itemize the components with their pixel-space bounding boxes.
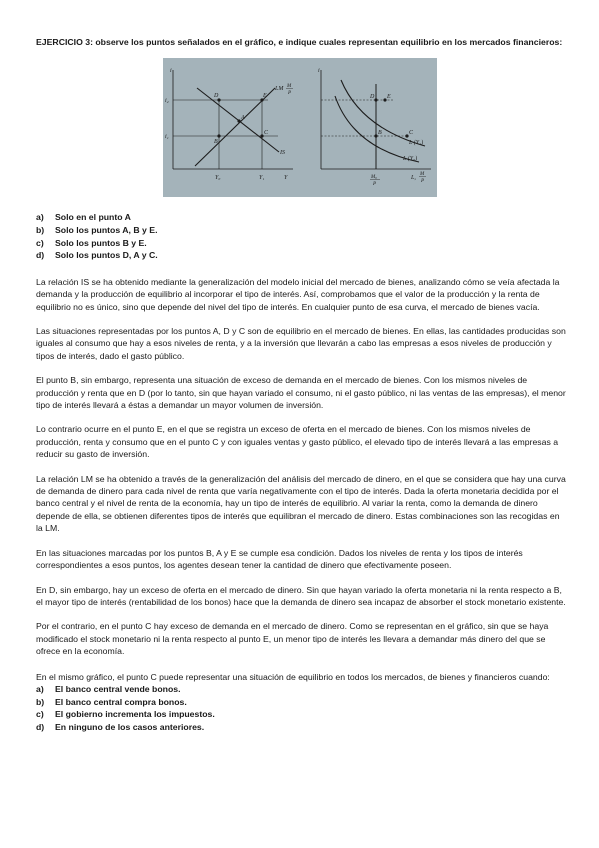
left-y1-label: Y₁	[259, 175, 265, 182]
point-d-right-label: D	[370, 94, 375, 101]
paragraph-lm: La relación LM se ha obtenido a través de la generalización del análisis del mercado de dinero, en el que se considera que hay una curva de demanda de dinero para cada nivel de renta que varía negativamente con el tipo de interés. Dada la oferta monetaria decidida por el banco central y el nivel de renta de la economía, hay un tipo de interés de equilibrio. Al variar la renta, como la demanda de dinero depende de ella, se obtienen diferentes tipos de interés que equilibran el mercado de dinero. Estas combinaciones son las recogidas en la LM.	[36, 473, 566, 534]
option-d-letter: d)	[36, 250, 45, 261]
is-label: IS	[280, 150, 285, 157]
point-b-left	[217, 135, 220, 138]
left-i1-label: i₁	[165, 134, 169, 141]
option-b[interactable]	[36, 224, 568, 237]
islm-figure	[163, 58, 437, 197]
left-x-axis-label: Y	[284, 175, 288, 182]
paragraph-point-e: Lo contrario ocurre en el punto E, en el que se registra un exceso de oferta en el mercado de bienes. Con los mismos niveles de producción, renta y consumo que en el punto C y con iguales ventas y gasto público, el elevado tipo de interés llevará a las empresas a reducir su gasto de inversión.	[36, 424, 559, 460]
point-c-right-label: C	[409, 130, 414, 137]
option2-a-letter: a)	[36, 683, 44, 694]
option-a-letter: a)	[36, 212, 44, 223]
lm-label: LM	[275, 86, 284, 93]
option2-b[interactable]	[36, 696, 568, 709]
question-2: En el mismo gráfico, el punto C puede representar una situación de equilibrio en todos los mercados, de bienes y financieros cuando:	[36, 671, 550, 682]
svg-text:M: M	[420, 172, 425, 178]
option-a-text: Solo en el punto A	[55, 212, 131, 223]
lm-fraction-label	[286, 84, 293, 96]
point-e-left-label: E	[263, 93, 267, 100]
option2-d-letter: d)	[36, 721, 45, 732]
option-a[interactable]	[36, 211, 568, 224]
paragraph-money-equilibrium: En las situaciones marcadas por los puntos B, A y E se cumple esa condición. Dados los niveles de renta y los tipos de interés correspondientes a esos puntos, los agentes desean tener la cantidad de dinero que efectivamente poseen.	[36, 547, 523, 571]
left-y0-label: Y₀	[215, 175, 221, 182]
l-y0-curve	[335, 96, 419, 162]
svg-text:M: M	[287, 84, 292, 90]
right-x-axis-label: L,	[411, 175, 416, 182]
option2-c[interactable]	[36, 708, 568, 721]
option2-d-text: En ninguno de los casos anteriores.	[55, 721, 205, 732]
option2-b-letter: b)	[36, 696, 45, 707]
money-supply-label	[370, 175, 380, 187]
point-a-left-label: A	[241, 115, 245, 122]
option2-b-text: El banco central compra bonos.	[55, 696, 187, 707]
option2-a[interactable]	[36, 683, 568, 696]
right-panel	[318, 68, 431, 187]
point-d-right	[374, 99, 377, 102]
option2-a-text: El banco central vende bonos.	[55, 683, 181, 694]
option-c-text: Solo los puntos B y E.	[55, 237, 147, 248]
option2-c-letter: c)	[36, 709, 44, 720]
point-e-right-label: E	[387, 94, 391, 101]
paragraph-point-d: En D, sin embargo, hay un exceso de oferta en el mercado de dinero. Sin que hayan variado la oferta monetaria ni la renta respecto a B, el mayor tipo de interés (rentabilidad de los bonos) hace que la demanda de dinero sea incapaz de absorber el stock monetario existente.	[36, 584, 566, 607]
document-page	[36, 36, 568, 733]
option-d-text: Solo los puntos D, A y C.	[55, 250, 158, 261]
left-panel	[165, 68, 293, 181]
point-d-left-label: D	[214, 93, 219, 100]
option-b-letter: b)	[36, 225, 45, 235]
paragraph-point-b: El punto B, sin embargo, representa una situación de exceso de demanda en el mercado de bienes. Con los mismos niveles de producción y renta que en D (por lo tanto, sin que hayan variado el consumo, ni el gasto público, ni las ventas de las empresas), el menor tipo de interés llevará a éstas a demandar un mayor volumen de inversión.	[36, 375, 566, 411]
svg-text:P: P	[373, 182, 377, 188]
right-y-axis-label: i	[318, 68, 320, 75]
answer-options	[36, 211, 568, 261]
paragraph-goods-equilibrium: Las situaciones representadas por los puntos A, D y C son de equilibrio en el mercado de bienes. En ellas, las cantidades producidas son iguales al consumo que hay a esos niveles de renta, y a la inversión que llevarán a cabo las empresas a esos niveles de producción y tipos de interés, dado el gasto público.	[36, 326, 566, 361]
paragraph-point-c: Por el contrario, en el punto C hay exceso de demanda en el mercado de dinero. Como se representan en el gráfico, sin que se haya modificado el stock monetario ni la renta respecto al punto E, un menor tipo de interés les llevara a demandar más dinero del que se ofrece en la economía.	[36, 621, 549, 657]
option2-d[interactable]	[36, 721, 568, 734]
point-b-left-label: B	[214, 139, 218, 146]
paragraph-is: La relación IS se ha obtenido mediante la generalización del modelo inicial del mercado de bienes, analizando cómo se veía afectada la demanda y la producción de equilibrio al incorporar el tipo de interés. Así, comprobamos que el valor de la producción y la renta de equilibrio no es único, sino que depende del nivel del tipo de interés. En cualquier punto de esa curva, el mercado de bienes vacía.	[36, 276, 560, 312]
point-b-right-label: B	[378, 130, 382, 137]
svg-text:P: P	[288, 91, 292, 97]
left-i2-label: i₂	[165, 98, 169, 105]
left-y-axis-label: i	[170, 68, 172, 75]
option2-c-text: El gobierno incrementa los impuestos.	[55, 709, 215, 720]
option-c-letter: c)	[36, 237, 44, 248]
exercise-title: EJERCICIO 3: observe los puntos señalados en el gráfico, e indique cuales representan equilibrio en los mercados financieros:	[36, 37, 563, 47]
point-c-left-label: C	[264, 130, 269, 137]
svg-text:M₀: M₀	[371, 175, 377, 181]
option-d[interactable]	[36, 249, 568, 262]
answer-options-2	[36, 683, 568, 733]
l-y0-label: L (Y₀)	[403, 156, 418, 163]
right-x-axis-fraction	[419, 172, 426, 184]
option-b-text: Solo los puntos A, B y E.	[55, 225, 158, 235]
svg-text:P: P	[421, 179, 425, 185]
l-y1-label: L (Y₁)	[409, 140, 424, 147]
option-c[interactable]	[36, 237, 568, 250]
